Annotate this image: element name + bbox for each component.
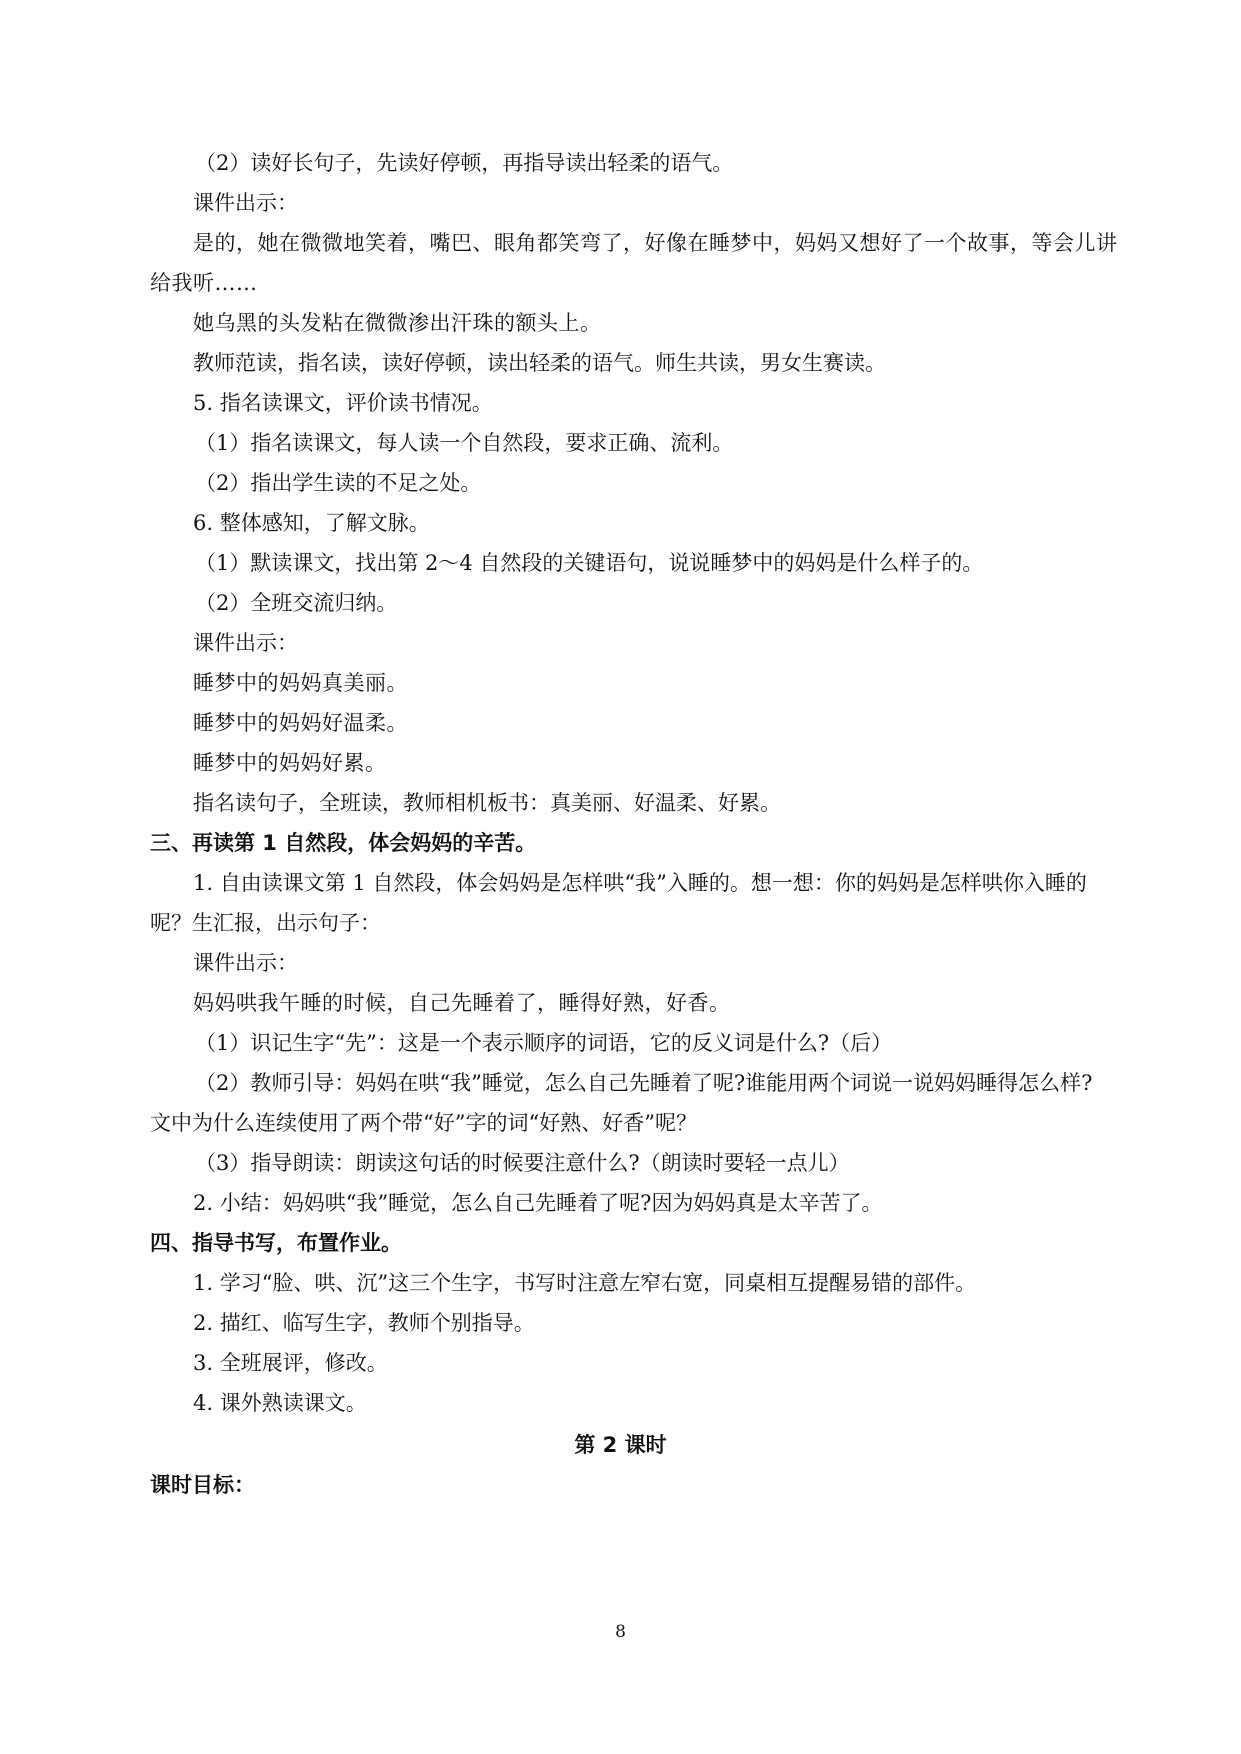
- paragraph-line: （2）指出学生读的不足之处。: [195, 471, 482, 495]
- paragraph-line: （1）指名读课文，每人读一个自然段，要求正确、流利。: [195, 431, 734, 455]
- section-heading: 三、再读第 1 自然段，体会妈妈的辛苦。: [150, 831, 537, 855]
- quoted-text-line: 她乌黑的头发粘在微微渗出汗珠的额头上。: [193, 311, 602, 335]
- paragraph-line: 课件出示：: [193, 951, 298, 975]
- paragraph-line: 2. 描红、临写生字，教师个别指导。: [193, 1311, 535, 1335]
- paragraph-line: 呢？生汇报，出示句子：: [150, 911, 381, 935]
- paragraph-line: 6. 整体感知，了解文脉。: [193, 511, 430, 535]
- section-heading: 四、指导书写，布置作业。: [150, 1231, 402, 1255]
- section-heading: 课时目标：: [150, 1473, 255, 1497]
- paragraph-line: （2）读好长句子，先读好停顿，再指导读出轻柔的语气。: [195, 151, 734, 175]
- paragraph-line: 指名读句子，全班读，教师相机板书：真美丽、好温柔、好累。: [193, 791, 781, 815]
- lesson-title: 第 2 课时: [574, 1433, 667, 1457]
- paragraph-line: 教师范读，指名读，读好停顿，读出轻柔的语气。师生共读，男女生赛读。: [193, 351, 886, 375]
- paragraph-line: 3. 全班展评，修改。: [193, 1351, 388, 1375]
- paragraph-line: （1）识记生字“先”：这是一个表示顺序的词语，它的反义词是什么?（后）: [195, 1031, 893, 1055]
- quoted-text-line: 给我听……: [150, 271, 258, 295]
- paragraph-line: 1. 学习“脸、哄、沉”这三个生字，书写时注意左窄右宽，同桌相互提醒易错的部件。: [193, 1271, 977, 1295]
- paragraph-line: （1）默读课文，找出第 2～4 自然段的关键语句，说说睡梦中的妈妈是什么样子的。: [195, 551, 984, 575]
- paragraph-line: （2）全班交流归纳。: [195, 591, 398, 615]
- quoted-text-line: 妈妈哄我午睡的时候，自己先睡着了，睡得好熟，好香。: [193, 991, 731, 1015]
- paragraph-line: （3）指导朗读：朗读这句话的时候要注意什么?（朗读时要轻一点儿）: [195, 1151, 850, 1175]
- paragraph-line: 4. 课外熟读课文。: [193, 1391, 367, 1415]
- paragraph-line: 课件出示：: [193, 191, 298, 215]
- quoted-text-line: 睡梦中的妈妈好温柔。: [193, 711, 408, 735]
- paragraph-line: （2）教师引导：妈妈在哄“我”睡觉，怎么自己先睡着了呢?谁能用两个词说一说妈妈睡得怎么样?: [195, 1071, 1093, 1095]
- page-number: 8: [615, 1622, 626, 1642]
- paragraph-line: 1. 自由读课文第 1 自然段，体会妈妈是怎样哄“我”入睡的。想一想：你的妈妈是怎样哄你入睡的: [193, 871, 1087, 895]
- quoted-text-line: 睡梦中的妈妈真美丽。: [193, 671, 408, 695]
- paragraph-line: 5. 指名读课文，评价读书情况。: [193, 391, 493, 415]
- paragraph-line: 文中为什么连续使用了两个带“好”字的词“好熟、好香”呢？: [150, 1111, 697, 1135]
- paragraph-line: 2. 小结：妈妈哄“我”睡觉，怎么自己先睡着了呢?因为妈妈真是太辛苦了。: [193, 1191, 883, 1215]
- quoted-text-line: 是的，她在微微地笑着，嘴巴、眼角都笑弯了，好像在睡梦中，妈妈又想好了一个故事，等会儿讲: [193, 231, 1118, 255]
- quoted-text-line: 睡梦中的妈妈好累。: [193, 751, 387, 775]
- paragraph-line: 课件出示：: [193, 631, 298, 655]
